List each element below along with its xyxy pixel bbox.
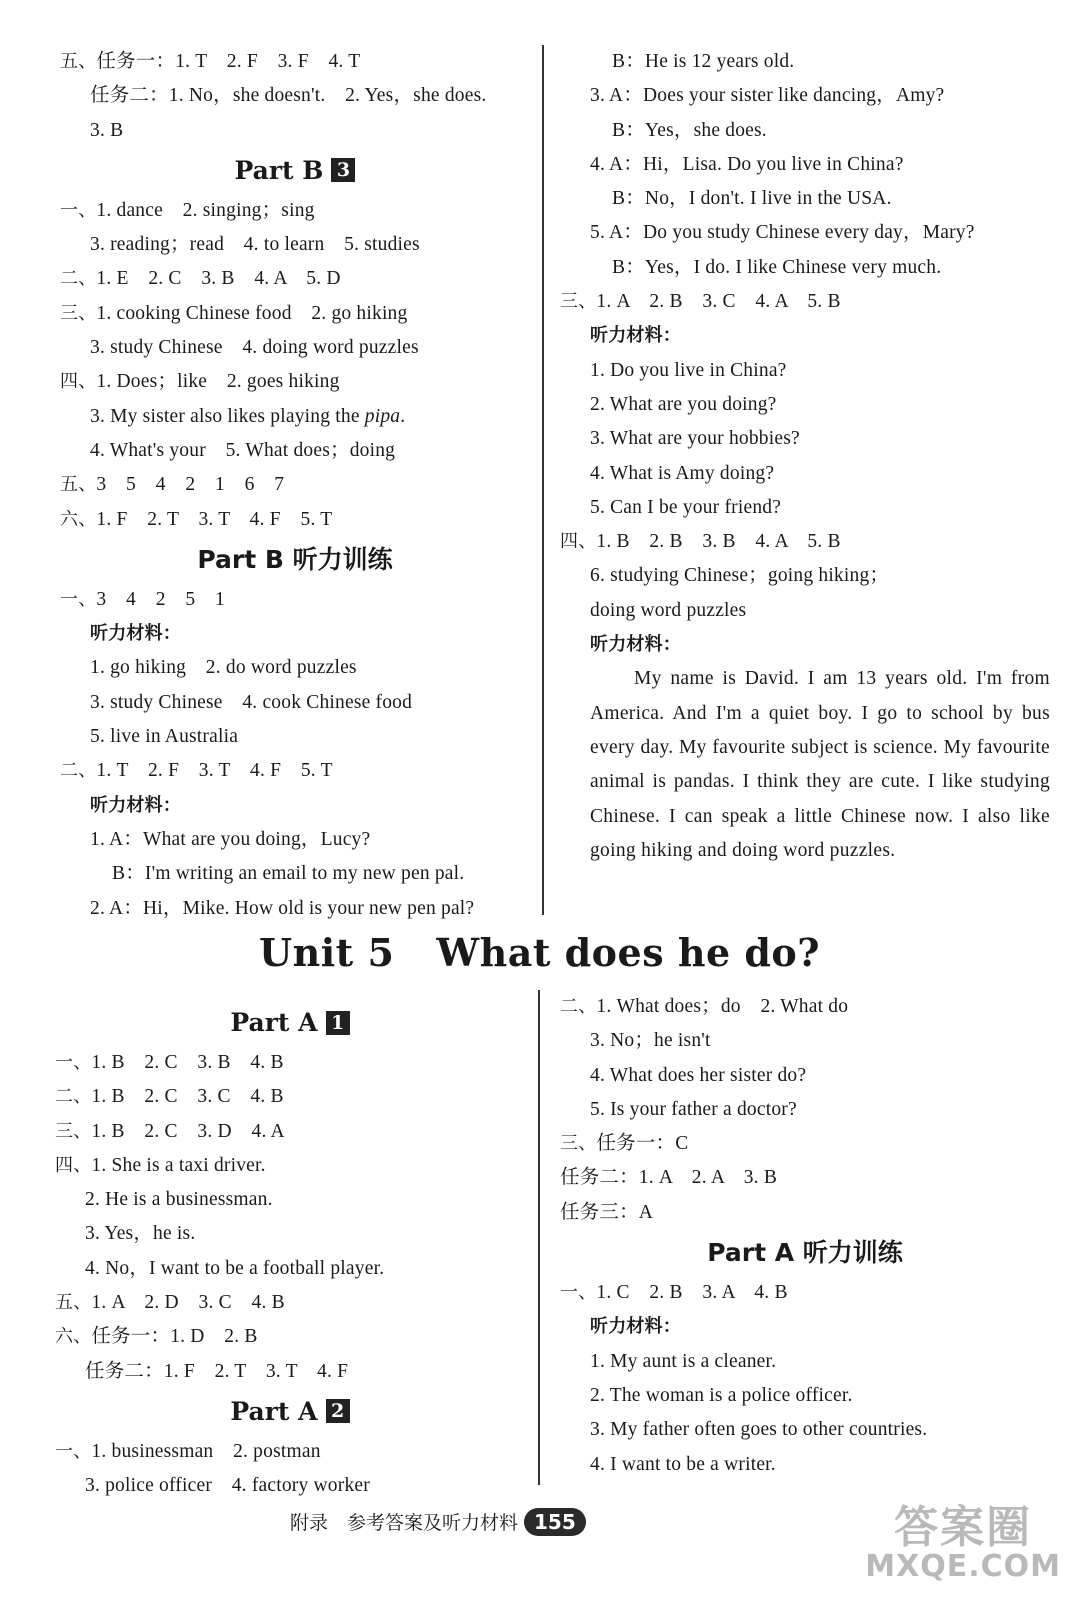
answer-line <box>60 262 530 296</box>
question-number: 四、 <box>55 1154 92 1176</box>
answer-line <box>60 365 530 399</box>
answer-text: 3. study Chinese 4. cook Chinese food <box>90 691 413 713</box>
answer-line <box>560 114 1050 148</box>
listening-material-label <box>560 628 1050 662</box>
footer-label: 附录 参考答案及听力材料 <box>290 1512 519 1534</box>
answer-text: 3. study Chinese 4. doing word puzzles <box>90 337 419 359</box>
answer-line <box>55 1469 525 1503</box>
answer-text: B：Yes，she does. <box>612 119 767 141</box>
question-number: 五、 <box>55 1292 92 1314</box>
answer-text: 3. Yes，he is. <box>85 1223 196 1245</box>
answer-text: 1. Do you live in China? <box>590 359 787 381</box>
answer-line <box>560 285 1050 319</box>
answer-line <box>560 182 1050 216</box>
page-footer <box>290 1508 586 1536</box>
question-number: 三、 <box>55 1120 92 1142</box>
answer-line <box>560 525 1050 559</box>
right-bottom-column <box>560 990 1050 1482</box>
question-number: 二、 <box>55 1086 92 1108</box>
listening-material-label <box>60 789 530 823</box>
answer-text: 1. Does；like 2. goes hiking <box>96 371 340 393</box>
answer-text: 1. cooking Chinese food 2. go hiking <box>96 302 408 324</box>
unit-title <box>0 930 1079 975</box>
answer-text: 任务二：1. No，she doesn't. 2. Yes，she does. <box>90 85 487 107</box>
answer-text: 3 5 4 2 1 6 7 <box>96 474 285 496</box>
question-number: 五、 <box>60 51 97 72</box>
answer-text: 任务一：1. T 2. F 3. F 4. T <box>96 51 361 72</box>
section-heading-text: Part A <box>230 1396 318 1426</box>
listening-material-label <box>560 319 1050 353</box>
answer-line <box>560 1379 1050 1413</box>
answer-text: 1. businessman 2. postman <box>91 1440 321 1462</box>
listening-material-text: 听力材料： <box>90 794 181 816</box>
left-bottom-column <box>55 1000 525 1504</box>
answer-line <box>560 1093 1050 1127</box>
answer-text: 3. A：Does your sister like dancing，Amy? <box>590 85 945 107</box>
answer-line <box>560 1024 1050 1058</box>
section-heading-text: Part A 听力训练 <box>707 1238 903 1268</box>
answer-text: 3. police officer 4. factory worker <box>85 1475 370 1497</box>
answer-text: 3. My sister also likes playing the pipa. <box>90 405 406 427</box>
answer-text: 3. No；he isn't <box>590 1030 711 1052</box>
answer-text: 1. go hiking 2. do word puzzles <box>90 657 357 679</box>
answer-text: 1. A：What are you doing，Lucy? <box>90 828 371 850</box>
answer-text: 1. F 2. T 3. T 4. F 5. T <box>96 508 333 530</box>
question-number: 一、 <box>60 588 97 610</box>
listening-passage: My name is David. I am 13 years old. I'm from America. And I'm a quiet boy. I go to school by bus every day. My favourite subject is science. My favourite animal is pandas. I think they are cute. I like studying Chinese. I can speak a little Chinese now. I also like going hiking and doing word puzzles. <box>590 668 1050 861</box>
answer-text: 任务一：1. D 2. B <box>91 1326 258 1348</box>
answer-line <box>60 400 530 434</box>
watermark <box>865 1504 1061 1582</box>
answer-text: 4. What's your 5. What does；doing <box>90 439 396 461</box>
question-number: 一、 <box>55 1440 92 1462</box>
answer-text: 1. A 2. B 3. C 4. A 5. B <box>596 291 841 313</box>
section-number-badge: 1 <box>326 1011 350 1035</box>
watermark-logo-text: 答案圈 <box>894 1502 1033 1553</box>
answer-text: 3. My father often goes to other countries. <box>590 1419 928 1441</box>
answer-line <box>560 594 1050 628</box>
answer-line <box>55 1286 525 1320</box>
listening-material-label <box>560 1310 1050 1344</box>
answer-line <box>60 331 530 365</box>
answer-text: 1. dance 2. singing；sing <box>96 199 315 221</box>
answer-line <box>560 148 1050 182</box>
listening-material-text: 听力材料： <box>590 1316 681 1338</box>
answer-text: 1. B 2. C 3. D 4. A <box>91 1120 285 1142</box>
answer-line <box>560 422 1050 456</box>
answer-text: B：I'm writing an email to my new pen pal. <box>112 863 465 885</box>
question-number: 六、 <box>60 508 97 530</box>
answer-line <box>560 1448 1050 1482</box>
listening-material-text: 听力材料： <box>90 623 181 645</box>
answer-text: 1. What does；do 2. What do <box>596 996 849 1017</box>
answer-line <box>560 216 1050 250</box>
answer-line <box>560 1059 1050 1093</box>
question-number: 二、 <box>560 996 597 1017</box>
answer-line <box>60 651 530 685</box>
answer-text: 4. No，I want to be a football player. <box>85 1257 385 1279</box>
section-heading-text: Part B <box>234 155 324 185</box>
answer-text: 5. Can I be your friend? <box>590 496 782 518</box>
answer-text: 2. A：Hi，Mike. How old is your new pen pal? <box>90 897 475 919</box>
question-number: 二、 <box>60 268 97 290</box>
answer-text: 2. He is a businessman. <box>85 1189 273 1211</box>
answer-line <box>60 503 530 537</box>
answer-text: 1. B 2. C 3. B 4. B <box>91 1052 284 1073</box>
answer-line <box>55 1115 525 1149</box>
answer-text: 5. live in Australia <box>90 726 239 748</box>
answer-text: 4. A：Hi，Lisa. Do you live in China? <box>590 153 904 175</box>
answer-line <box>560 990 1050 1024</box>
answer-text: 4. What does her sister do? <box>590 1064 807 1086</box>
question-number: 四、 <box>560 531 597 553</box>
section-number-badge: 2 <box>326 1399 350 1423</box>
answer-text: 3. reading；read 4. to learn 5. studies <box>90 234 420 256</box>
answer-line <box>560 1196 1050 1230</box>
answer-line <box>55 1320 525 1354</box>
answer-text: 任务二：1. F 2. T 3. T 4. F <box>85 1360 349 1382</box>
answer-line <box>55 1435 525 1469</box>
answer-line <box>560 559 1050 593</box>
question-number: 三、 <box>560 291 597 313</box>
right-top-lines <box>560 45 1050 662</box>
answer-line <box>560 1276 1050 1310</box>
answer-text: 3. B <box>90 119 124 141</box>
answer-line <box>60 194 530 228</box>
answer-line <box>60 79 530 113</box>
section-heading <box>60 537 530 583</box>
answer-line <box>560 79 1050 113</box>
answer-line <box>55 1217 525 1251</box>
answer-line <box>60 114 530 148</box>
section-heading <box>560 1230 1050 1276</box>
answer-line <box>60 857 530 891</box>
answer-text: B：Yes，I do. I like Chinese very much. <box>612 256 942 278</box>
answer-line <box>60 468 530 502</box>
question-number: 三、 <box>60 302 97 324</box>
answer-text: B：No，I don't. I live in the USA. <box>612 188 892 210</box>
listening-material-text: 听力材料： <box>590 325 681 347</box>
answer-line <box>60 297 530 331</box>
answer-text: 4. I want to be a writer. <box>590 1453 776 1475</box>
section-heading-text: Part B 听力训练 <box>197 544 393 574</box>
answer-text: 1. B 2. B 3. B 4. A 5. B <box>596 531 841 553</box>
answer-text: 1. She is a taxi driver. <box>91 1154 266 1176</box>
section-heading <box>55 1000 525 1046</box>
right-top-column <box>560 45 1050 868</box>
page-number: 155 <box>524 1508 586 1536</box>
column-divider <box>542 45 544 915</box>
section-number-badge: 3 <box>331 158 355 182</box>
answer-line <box>560 491 1050 525</box>
answer-text: 1. A 2. D 3. C 4. B <box>91 1292 285 1314</box>
answer-text: 1. T 2. F 3. T 4. F 5. T <box>96 760 333 782</box>
answer-line <box>55 1252 525 1286</box>
answer-line <box>560 1161 1050 1195</box>
section-heading <box>55 1389 525 1435</box>
answer-line <box>60 434 530 468</box>
answer-text: 4. What is Amy doing? <box>590 462 775 484</box>
answer-text: doing word puzzles <box>590 599 747 621</box>
answer-text: 2. What are you doing? <box>590 393 777 415</box>
question-number: 一、 <box>55 1052 92 1073</box>
left-top-column <box>60 45 530 926</box>
answer-line <box>60 45 530 79</box>
answer-line <box>55 1080 525 1114</box>
answer-text: 1. E 2. C 3. B 4. A 5. D <box>96 268 341 290</box>
answer-line <box>60 823 530 857</box>
question-number: 四、 <box>60 371 97 393</box>
answer-line <box>60 228 530 262</box>
question-number: 六、 <box>55 1326 92 1348</box>
question-number: 一、 <box>60 199 97 221</box>
answer-text: 5. A：Do you study Chinese every day，Mary? <box>590 222 975 244</box>
answer-line <box>55 1046 525 1080</box>
answer-line <box>55 1355 525 1389</box>
answer-line <box>560 1127 1050 1161</box>
answer-line <box>60 892 530 926</box>
answer-text: 6. studying Chinese；going hiking； <box>590 565 890 587</box>
answer-text: 1. C 2. B 3. A 4. B <box>596 1282 788 1304</box>
question-number: 一、 <box>560 1282 597 1304</box>
answer-text: 任务三：A <box>560 1201 654 1223</box>
answer-text: 3. What are your hobbies? <box>590 428 800 450</box>
answer-text: B：He is 12 years old. <box>612 51 795 72</box>
question-number: 三、 <box>560 1133 597 1155</box>
answer-line <box>560 251 1050 285</box>
answer-line <box>560 457 1050 491</box>
answer-line <box>55 1149 525 1183</box>
answer-line <box>560 388 1050 422</box>
answer-text: 3 4 2 5 1 <box>96 588 225 610</box>
answer-text: 任务一：C <box>596 1133 689 1155</box>
answer-text: 2. The woman is a police officer. <box>590 1384 853 1406</box>
answer-text: 1. My aunt is a cleaner. <box>590 1350 777 1372</box>
answer-line <box>60 583 530 617</box>
answer-line <box>60 754 530 788</box>
answer-text: 1. B 2. C 3. C 4. B <box>91 1086 284 1108</box>
answer-text: 5. Is your father a doctor? <box>590 1098 797 1120</box>
listening-material-label <box>60 617 530 651</box>
watermark-url: MXQE.COM <box>865 1549 1061 1584</box>
section-heading <box>60 148 530 194</box>
answer-line <box>560 1413 1050 1447</box>
answer-line <box>60 686 530 720</box>
question-number: 二、 <box>60 760 97 782</box>
answer-line <box>560 354 1050 388</box>
answer-line <box>60 720 530 754</box>
unit-number: Unit 5 <box>258 930 395 975</box>
section-heading-text: Part A <box>230 1008 318 1037</box>
answer-line <box>55 1183 525 1217</box>
answer-line <box>560 45 1050 79</box>
question-number: 五、 <box>60 474 97 496</box>
answer-line <box>560 1345 1050 1379</box>
answer-text: 任务二：1. A 2. A 3. B <box>560 1167 778 1189</box>
listening-material-text: 听力材料： <box>590 634 681 656</box>
unit-question: What does he do? <box>436 930 821 975</box>
column-divider-lower <box>538 990 540 1485</box>
